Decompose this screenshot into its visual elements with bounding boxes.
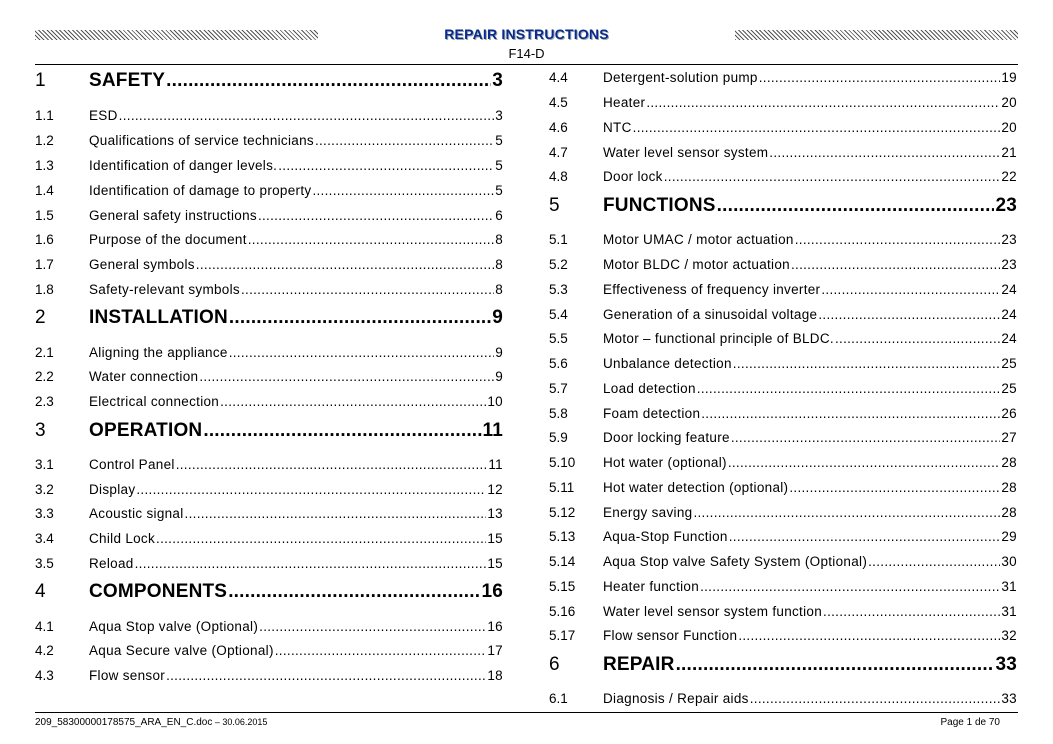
toc-entry-number: 3: [35, 420, 46, 441]
toc-entry-page: 8: [495, 282, 503, 297]
toc-entry-label: Energy saving: [603, 505, 693, 520]
toc-entry-4-8[interactable]: [549, 169, 1017, 191]
toc-entry-label: Aligning the appliance: [89, 345, 228, 360]
toc-entry-label: Identification of danger levels.: [89, 158, 278, 173]
toc-entry-1-5[interactable]: [35, 208, 503, 230]
toc-entry-label: Safety-relevant symbols: [89, 282, 240, 297]
toc-entry-number: 2.2: [35, 369, 54, 384]
toc-entry-5-16[interactable]: [549, 604, 1017, 626]
toc-entry-number: 1.8: [35, 282, 54, 297]
toc-entry-number: 5.15: [549, 579, 576, 594]
toc-entry-number: 5.9: [549, 430, 568, 445]
toc-entry-label: Acoustic signal: [89, 506, 184, 521]
toc-entry-label: Purpose of the document: [89, 232, 247, 247]
footer-rule: [35, 712, 1018, 713]
toc-entry-page: 5: [495, 183, 503, 198]
toc-entry-number: 4.2: [35, 643, 54, 658]
toc-entry-4-1[interactable]: [35, 619, 503, 641]
toc-entry-4-6[interactable]: [549, 120, 1017, 142]
toc-entry-page: 20: [1001, 95, 1017, 110]
dot-leader: [728, 455, 1001, 470]
toc-entry-label: Water level sensor system function: [603, 604, 823, 619]
dot-leader: [241, 282, 494, 297]
toc-entry-5-15[interactable]: [549, 579, 1017, 601]
toc-entry-page: 9: [492, 307, 503, 328]
dot-leader: [166, 70, 491, 92]
dot-leader: [633, 120, 1001, 135]
dot-leader: [791, 257, 1000, 272]
toc-entry-5-5[interactable]: [549, 331, 1017, 353]
toc-entry-page: 9: [495, 369, 503, 384]
toc-entry-page: 8: [495, 257, 503, 272]
toc-entry-5-12[interactable]: [549, 505, 1017, 527]
toc-entry-label: Unbalance detection: [603, 356, 732, 371]
toc-entry-label: Foam detection: [603, 406, 701, 421]
toc-entry-page: 3: [495, 108, 503, 123]
dot-leader: [135, 556, 487, 571]
toc-entry-label: NTC: [603, 120, 632, 135]
dot-leader: [646, 95, 1000, 110]
toc-entry-number: 6.1: [549, 691, 568, 706]
toc-entry-page: 11: [488, 457, 503, 472]
toc-entry-label: Door lock: [603, 169, 663, 184]
toc-entry-label: COMPONENTS: [89, 581, 228, 602]
toc-entry-1-7[interactable]: [35, 257, 503, 279]
toc-entry-number: 4: [35, 581, 46, 602]
dot-leader: [733, 356, 1001, 371]
toc-entry-1[interactable]: [35, 70, 503, 92]
dot-leader: [821, 282, 1000, 297]
toc-entry-2[interactable]: [35, 307, 503, 329]
toc-entry-number: 5.10: [549, 455, 576, 470]
dot-leader: [156, 531, 486, 546]
toc-entry-page: 23: [995, 195, 1017, 216]
toc-entry-5-14[interactable]: [549, 554, 1017, 576]
toc-entry-label: Effectiveness of frequency inverter: [603, 282, 821, 297]
dot-leader: [823, 604, 1000, 619]
toc-entry-page: 18: [487, 668, 503, 683]
toc-entry-page: 19: [1001, 70, 1017, 85]
dot-leader: [199, 369, 494, 384]
dot-leader: [176, 457, 488, 472]
dot-leader: [248, 232, 494, 247]
toc-entry-5-7[interactable]: [549, 381, 1017, 403]
toc-entry-1-6[interactable]: [35, 232, 503, 254]
toc-entry-1-3[interactable]: [35, 158, 503, 180]
dot-leader: [717, 195, 995, 217]
toc-entry-number: 6: [549, 654, 560, 675]
toc-entry-label: Hot water (optional): [603, 455, 727, 470]
toc-entry-page: 5: [495, 158, 503, 173]
toc-entry-4-4[interactable]: [549, 70, 1017, 92]
toc-entry-5-8[interactable]: [549, 406, 1017, 428]
toc-entry-label: General safety instructions: [89, 208, 257, 223]
footer-page-number: Page 1 de 70: [940, 717, 1000, 728]
toc-entry-label: Control Panel: [89, 457, 175, 472]
toc-entry-5-9[interactable]: [549, 430, 1017, 452]
dot-leader: [166, 668, 486, 683]
toc-entry-page: 22: [1001, 169, 1017, 184]
dot-leader: [119, 108, 495, 123]
toc-entry-number: 5.14: [549, 554, 576, 569]
toc-entry-3[interactable]: [35, 420, 503, 442]
toc-entry-label: Display: [89, 482, 136, 497]
toc-entry-page: 26: [1001, 406, 1017, 421]
dot-leader: [693, 505, 1000, 520]
dot-leader: [312, 183, 494, 198]
toc-entry-label: Water level sensor system: [603, 145, 769, 160]
toc-entry-page: 17: [487, 643, 503, 658]
toc-entry-label: FUNCTIONS: [603, 195, 716, 216]
toc-entry-4-7[interactable]: [549, 145, 1017, 167]
dot-leader: [275, 643, 487, 658]
toc-entry-label: Electrical connection: [89, 394, 220, 409]
toc-entry-label: Aqua-Stop Function: [603, 529, 728, 544]
document-title: REPAIR INSTRUCTIONS: [444, 26, 609, 42]
toc-entry-page: 20: [1001, 120, 1017, 135]
toc-entry-page: 21: [1001, 145, 1017, 160]
toc-entry-label: ESD: [89, 108, 118, 123]
toc-entry-page: 32: [1001, 628, 1017, 643]
toc-entry-page: 31: [1001, 604, 1017, 619]
toc-entry-label: Water connection: [89, 369, 199, 384]
toc-entry-page: 13: [487, 506, 503, 521]
toc-entry-page: 33: [995, 654, 1017, 675]
toc-entry-page: 12: [487, 482, 503, 497]
toc-entry-number: 5.12: [549, 505, 576, 520]
toc-entry-number: 5.1: [549, 232, 568, 247]
toc-entry-number: 3.2: [35, 482, 54, 497]
toc-entry-1-1[interactable]: [35, 108, 503, 130]
toc-entry-page: 28: [1001, 455, 1017, 470]
dot-leader: [228, 581, 480, 603]
toc-entry-label: SAFETY: [89, 70, 166, 91]
toc-entry-page: 24: [1001, 282, 1017, 297]
toc-entry-number: 1.6: [35, 232, 54, 247]
toc-entry-number: 5: [549, 195, 560, 216]
toc-entry-1-2[interactable]: [35, 133, 503, 155]
toc-entry-label: OPERATION: [89, 420, 203, 441]
toc-entry-page: 25: [1001, 356, 1017, 371]
toc-entry-number: 1.7: [35, 257, 54, 272]
toc-entry-label: Heater function: [603, 579, 700, 594]
toc-entry-number: 3.4: [35, 531, 54, 546]
dot-leader: [229, 307, 491, 329]
toc-entry-label: Motor UMAC / motor actuation: [603, 232, 794, 247]
toc-entry-label: Detergent-solution pump: [603, 70, 758, 85]
toc-entry-2-2[interactable]: [35, 369, 503, 391]
toc-entry-label: Reload: [89, 556, 134, 571]
toc-entry-5-17[interactable]: [549, 628, 1017, 650]
header-rule: [35, 64, 1018, 65]
toc-entry-label: General symbols: [89, 257, 195, 272]
footer-date: – 30.06.2015: [212, 717, 268, 727]
dot-leader: [664, 169, 1001, 184]
dot-leader: [229, 345, 494, 360]
toc-entry-label: Motor – functional principle of BLDC.: [603, 331, 834, 346]
toc-entry-1-8[interactable]: [35, 282, 503, 304]
toc-entry-label: Hot water detection (optional): [603, 480, 789, 495]
toc-entry-number: 3.3: [35, 506, 54, 521]
toc-entry-number: 5.17: [549, 628, 576, 643]
toc-entry-page: 24: [1001, 307, 1017, 322]
toc-entry-3-3[interactable]: [35, 506, 503, 528]
toc-entry-5-6[interactable]: [549, 356, 1017, 378]
toc-entry-number: 5.13: [549, 529, 576, 544]
footer-file: 209_58300000178575_ARA_EN_C.doc: [35, 717, 213, 728]
toc-entry-number: 5.3: [549, 282, 568, 297]
dot-leader: [729, 529, 1001, 544]
toc-entry-label: Flow sensor: [89, 668, 166, 683]
dot-leader: [868, 554, 1000, 569]
toc-entry-3-1[interactable]: [35, 457, 503, 479]
toc-entry-6[interactable]: [549, 654, 1017, 676]
toc-entry-page: 29: [1001, 529, 1017, 544]
toc-entry-6-1[interactable]: [549, 691, 1017, 713]
toc-entry-label: Door locking feature: [603, 430, 730, 445]
toc-entry-number: 4.3: [35, 668, 54, 683]
toc-entry-label: Aqua Stop valve Safety System (Optional): [603, 554, 868, 569]
toc-entry-page: 3: [492, 70, 503, 91]
toc-entry-page: 8: [495, 232, 503, 247]
toc-entry-label: Flow sensor Function: [603, 628, 738, 643]
toc-entry-page: 25: [1001, 381, 1017, 396]
toc-entry-2-1[interactable]: [35, 345, 503, 367]
toc-entry-number: 2: [35, 307, 46, 328]
toc-entry-5[interactable]: [549, 195, 1017, 217]
dot-leader: [818, 307, 1000, 322]
toc-entry-number: 1: [35, 70, 46, 91]
toc-entry-number: 1.5: [35, 208, 54, 223]
dot-leader: [769, 145, 1000, 160]
toc-entry-page: 23: [1001, 232, 1017, 247]
toc-entry-number: 3.5: [35, 556, 54, 571]
toc-entry-page: 28: [1001, 505, 1017, 520]
dot-leader: [759, 70, 1001, 85]
dot-leader: [259, 619, 486, 634]
toc-entry-number: 4.1: [35, 619, 54, 634]
toc-entry-label: Generation of a sinusoidal voltage: [603, 307, 818, 322]
toc-entry-number: 1.2: [35, 133, 54, 148]
toc-entry-number: 5.11: [549, 480, 575, 495]
toc-entry-label: Aqua Stop valve (Optional): [89, 619, 259, 634]
toc-entry-number: 4.6: [549, 120, 568, 135]
toc-entry-1-4[interactable]: [35, 183, 503, 205]
toc-entry-5-1[interactable]: [549, 232, 1017, 254]
dot-leader: [697, 381, 1001, 396]
toc-entry-page: 16: [481, 581, 503, 602]
toc-entry-number: 4.8: [549, 169, 568, 184]
toc-entry-5-4[interactable]: [549, 307, 1017, 329]
toc-entry-number: 4.4: [549, 70, 568, 85]
dot-leader: [258, 208, 494, 223]
toc-entry-number: 5.7: [549, 381, 568, 396]
toc-entry-page: 33: [1001, 691, 1017, 706]
toc-entry-3-4[interactable]: [35, 531, 503, 553]
toc-entry-4-5[interactable]: [549, 95, 1017, 117]
document-subtitle: F14-D: [508, 46, 545, 61]
toc-entry-number: 1.1: [35, 108, 54, 123]
dot-leader: [278, 158, 494, 173]
toc-entry-page: 28: [1001, 480, 1017, 495]
dot-leader: [700, 579, 1000, 594]
toc-entry-number: 5.4: [549, 307, 568, 322]
toc-entry-label: Child Lock: [89, 531, 156, 546]
toc-entry-number: 5.16: [549, 604, 576, 619]
toc-entry-page: 23: [1001, 257, 1017, 272]
toc-entry-5-11[interactable]: [549, 480, 1017, 502]
toc-entry-number: 3.1: [35, 457, 54, 472]
toc-entry-number: 5.8: [549, 406, 568, 421]
dot-leader: [185, 506, 487, 521]
toc-entry-4-2[interactable]: [35, 643, 503, 665]
toc-entry-number: 4.5: [549, 95, 568, 110]
dot-leader: [738, 628, 1000, 643]
toc-entry-page: 30: [1001, 554, 1017, 569]
dot-leader: [203, 420, 481, 442]
toc-entry-number: 5.5: [549, 331, 568, 346]
toc-entry-page: 15: [487, 556, 503, 571]
toc-entry-label: Identification of damage to property: [89, 183, 312, 198]
toc-entry-number: 2.1: [35, 345, 54, 360]
toc-entry-number: 1.4: [35, 183, 54, 198]
toc-entry-label: Aqua Secure valve (Optional): [89, 643, 274, 658]
dot-leader: [315, 133, 494, 148]
toc-entry-label: REPAIR: [603, 654, 675, 675]
dot-leader: [676, 654, 995, 676]
toc-entry-label: Diagnosis / Repair aids: [603, 691, 749, 706]
dot-leader: [750, 691, 1001, 706]
toc-entry-page: 31: [1001, 579, 1017, 594]
toc-entry-page: 16: [487, 619, 503, 634]
dot-leader: [795, 232, 1001, 247]
toc-entry-number: 2.3: [35, 394, 54, 409]
toc-entry-4[interactable]: [35, 581, 503, 603]
toc-entry-3-5[interactable]: [35, 556, 503, 578]
toc-entry-label: Load detection: [603, 381, 696, 396]
toc-entry-number: 5.2: [549, 257, 568, 272]
dot-leader: [731, 430, 1001, 445]
toc-entry-page: 24: [1001, 331, 1017, 346]
toc-entry-page: 6: [495, 208, 503, 223]
toc-entry-label: INSTALLATION: [89, 307, 228, 328]
toc-entry-5-10[interactable]: [549, 455, 1017, 477]
dot-leader: [220, 394, 486, 409]
dot-leader: [701, 406, 1000, 421]
toc-entry-page: 27: [1001, 430, 1017, 445]
dot-leader: [835, 331, 1000, 346]
toc-entry-2-3[interactable]: [35, 394, 503, 416]
toc-entry-5-13[interactable]: [549, 529, 1017, 551]
toc-entry-page: 10: [487, 394, 503, 409]
toc-entry-5-3[interactable]: [549, 282, 1017, 304]
toc-entry-label: Heater: [603, 95, 646, 110]
dot-leader: [136, 482, 486, 497]
toc-entry-page: 11: [482, 420, 503, 441]
toc-entry-page: 9: [495, 345, 503, 360]
toc-entry-number: 1.3: [35, 158, 54, 173]
toc-entry-number: 5.6: [549, 356, 568, 371]
dot-leader: [789, 480, 1000, 495]
toc-entry-3-2[interactable]: [35, 482, 503, 504]
dot-leader: [196, 257, 494, 272]
toc-entry-4-3[interactable]: [35, 668, 503, 690]
toc-entry-label: Qualifications of service technicians: [89, 133, 314, 148]
toc-entry-label: Motor BLDC / motor actuation: [603, 257, 790, 272]
toc-entry-page: 15: [487, 531, 503, 546]
footer-filename: [35, 717, 267, 728]
toc-entry-page: 5: [495, 133, 503, 148]
toc-entry-5-2[interactable]: [549, 257, 1017, 279]
toc-entry-number: 4.7: [549, 145, 568, 160]
